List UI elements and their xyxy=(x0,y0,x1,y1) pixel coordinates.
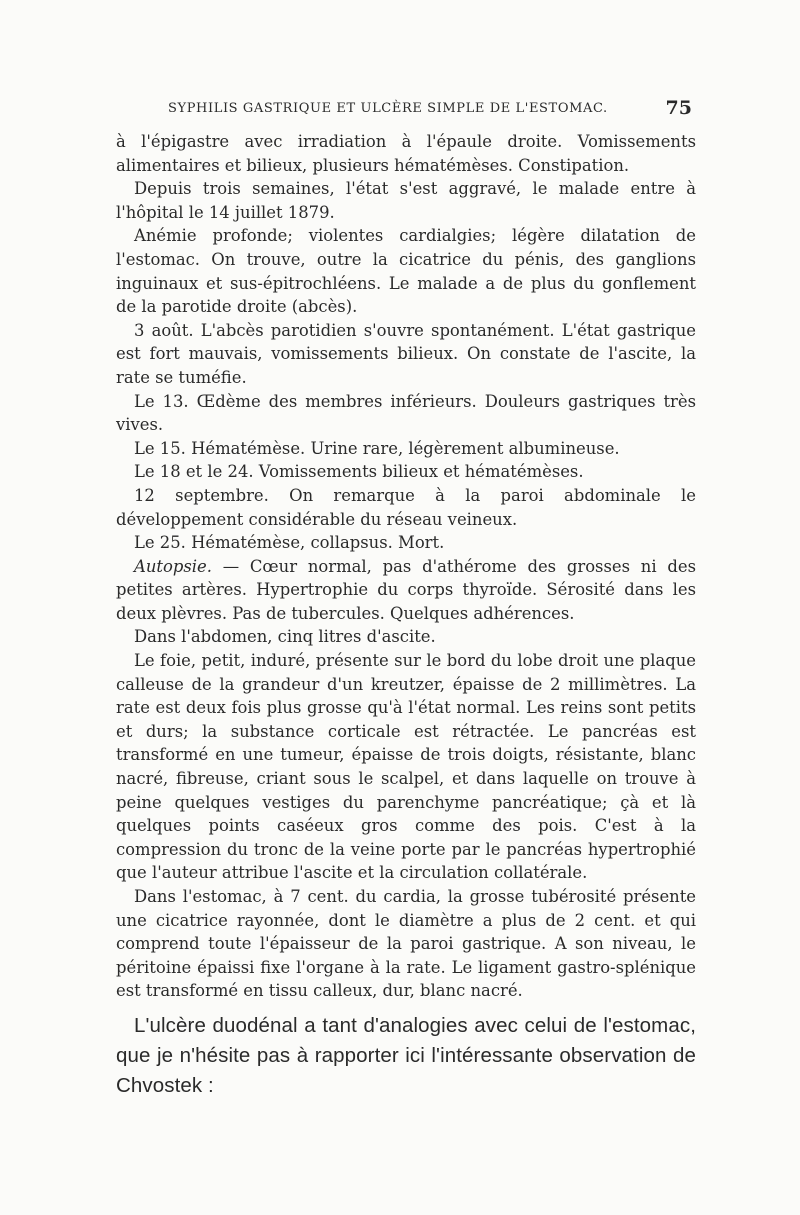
paragraph-13: Dans l'estomac, à 7 cent. du cardia, la grosse tubérosité présente une cicatrice rayonnée, dont le diamètre a plus de 2 cent. et qui comprend toute l'épaisseur de la paroi gastrique. A son niveau, le péritoine épaissi fixe l'organe à la rate. Le ligament gastro-splénique est transformé en tissu calleux, dur, blanc nacré. xyxy=(116,887,696,1001)
body-text xyxy=(116,130,696,1101)
paragraph-11: Dans l'abdomen, cinq litres d'ascite. xyxy=(134,627,436,647)
paragraph-7: Le 18 et le 24. Vomissements bilieux et hématémèses. xyxy=(134,462,584,482)
paragraph-12: Le foie, petit, induré, présente sur le bord du lobe droit une plaque calleuse de la grandeur d'un kreutzer, épaisse de 2 millimètres. La rate est deux fois plus grosse qu'à l'état normal. Les reins sont petits et durs; la substance corticale est rétractée. Le pancréas est transformé en une tumeur, épaisse de trois doigts, résistante, blanc nacré, fibreuse, criant sous le scalpel, et dans laquelle on trouve à peine quelques vestiges du parenchyme pancréatique; çà et là quelques points caséeux gros comme des pois. C'est à la compression du tronc de la veine porte par le pancréas hypertrophié que l'auteur attribue l'ascite et la circulation collatérale. xyxy=(116,651,696,883)
paragraph-5: Le 13. Œdème des membres inférieurs. Douleurs gastriques très vives. xyxy=(116,391,696,435)
paragraph-3: Anémie profonde; violentes cardialgies; légère dilatation de l'estomac. On trouve, outre la cicatrice du pénis, des ganglions inguinaux et sus-épitrochléens. Le malade a de plus du gonflement de la parotide droite (abcès). xyxy=(116,226,696,317)
paragraph-8: 12 septembre. On remarque à la paroi abdominale le développement considérable du réseau veineux. xyxy=(116,485,696,529)
page-header xyxy=(112,97,692,125)
paragraph-1: à l'épigastre avec irradiation à l'épaule droite. Vomissements alimentaires et bilieux, plusieurs hématémèses. Constipation. xyxy=(116,132,696,175)
autopsie-label: Autopsie. xyxy=(134,556,212,576)
page-number: 75 xyxy=(665,97,692,119)
paragraph-2: Depuis trois semaines, l'état s'est aggravé, le malade entre à l'hôpital le 14 juillet 1879. xyxy=(116,179,696,222)
autopsie-text: — Cœur normal, pas d'athérome des grosses ni des petites artères. Hypertrophie du corps thyroïde. Sérosité dans les deux plèvres. Pas de tubercules. Quelques adhérences. xyxy=(116,556,696,623)
paragraph-4: 3 août. L'abcès parotidien s'ouvre spontanément. L'état gastrique est fort mauvais, vomissements bilieux. On constate de l'ascite, la rate se tuméfie. xyxy=(116,320,696,387)
running-head: SYPHILIS GASTRIQUE ET ULCÈRE SIMPLE DE L'ESTOMAC. xyxy=(168,101,608,116)
paragraph-9: Le 25. Hématémèse, collapsus. Mort. xyxy=(134,533,445,553)
paragraph-6: Le 15. Hématémèse. Urine rare, légèrement albumineuse. xyxy=(134,438,620,458)
closing-paragraph: L'ulcère duodénal a tant d'analogies avec celui de l'estomac, que je n'hésite pas à rapporter ici l'intéressante observation de Chvostek : xyxy=(116,1013,696,1097)
paragraph-autopsie xyxy=(116,555,696,626)
